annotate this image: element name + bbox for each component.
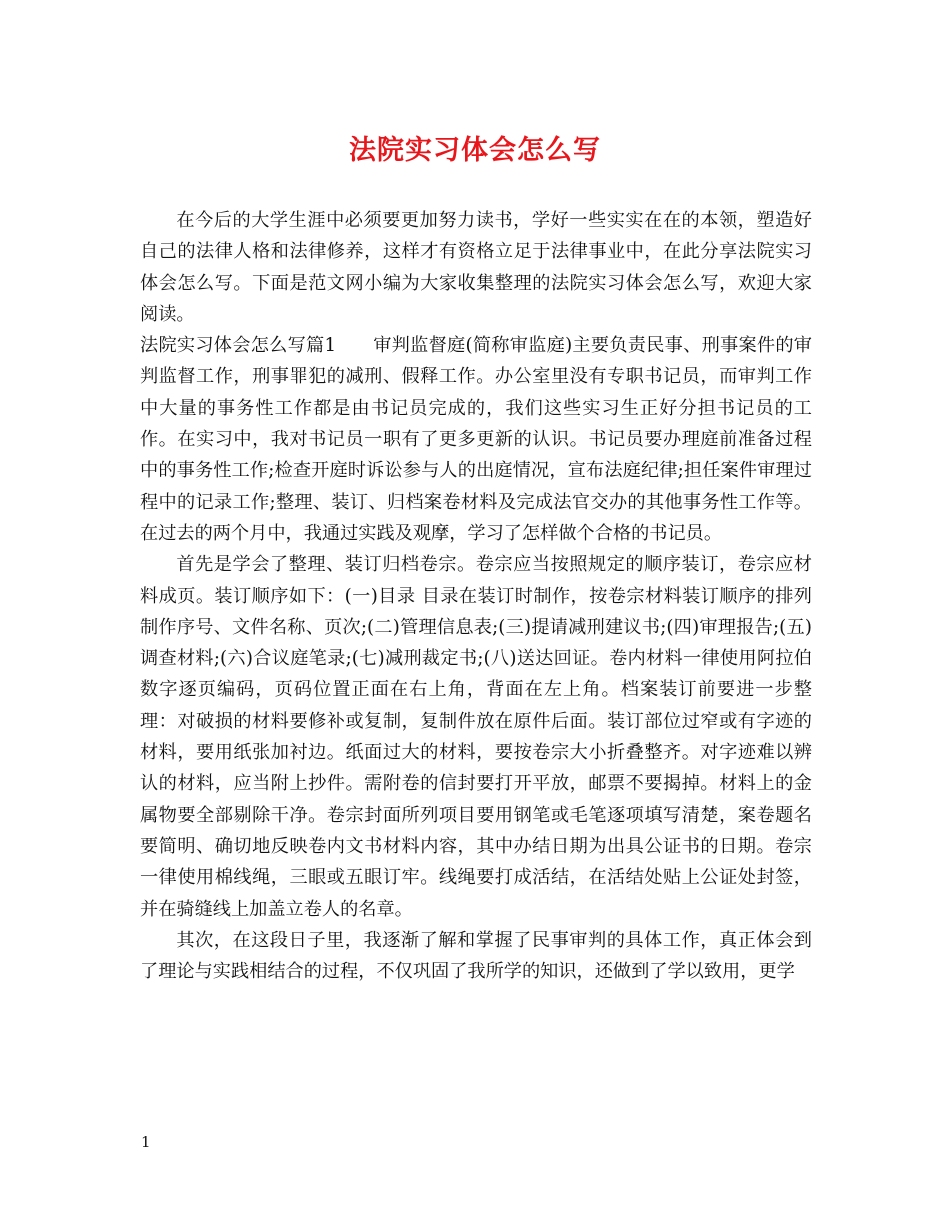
intro-paragraph: 在今后的大学生涯中必须要更加努力读书，学好一些实实在在的本领，塑造好自己的法律人格和法律修养，这样才有资格立足于法律事业中，在此分享法院实习体会怎么写。下面是范文网小编为大家收集整理的法院实习体会怎么写，欢迎大家阅读。 xyxy=(140,210,812,325)
page-number: 1 xyxy=(141,1133,151,1151)
second-point-paragraph: 其次，在这段日子里，我逐渐了解和掌握了民事审判的具体工作，真正体会到了理论与实践相结合的过程，不仅巩固了我所学的知识，还做到了学以致用，更学 xyxy=(140,929,812,983)
document-title: 法院实习体会怎么写 xyxy=(349,135,601,166)
chapter-1-paragraph: 法院实习体会怎么写篇1 审判监督庭(简称审监庭)主要负责民事、刑事案件的审判监督工作，刑事罪犯的减刑、假释工作。办公室里没有专职书记员，而审判工作中大量的事务性工作都是由书记员完成的，我们这些实习生正好分担书记员的工作。在实习中，我对书记员一职有了更多更新的认识。书记员要办理庭前准备过程中的事务性工作;检查开庭时诉讼参与人的出庭情况，宣布法庭纪律;担任案件审理过程中的记录工作;整理、装订、归档案卷材料及完成法官交办的其他事务性工作等。在过去的两个月中，我通过实践及观摩，学习了怎样做个合格的书记员。 xyxy=(140,335,812,544)
first-point-paragraph: 首先是学会了整理、装订归档卷宗。卷宗应当按照规定的顺序装订，卷宗应材料成页。装订顺序如下：(一)目录 目录在装订时制作，按卷宗材料装订顺序的排列制作序号、文件名称、页次;(二)管理信息表;(三)提请减刑建议书;(四)审理报告;(五)调查材料;(六)合议庭笔录;(七)减刑裁定书;(八)送达回证。卷内材料一律使用阿拉伯数字逐页编码，页码位置正面在右上角，背面在左上角。档案装订前要进一步整理：对破损的材料要修补或复制，复制件放在原件后面。装订部位过窄或有字迹的材料，要用纸张加衬边。纸面过大的材料，要按卷宗大小折叠整齐。对字迹难以辨认的材料，应当附上抄件。需附卷的信封要打开平放，邮票不要揭掉。材料上的金属物要全部剔除干净。卷宗封面所列项目要用钢笔或毛笔逐项填写清楚，案卷题名要简明、确切地反映卷内文书材料内容，其中办结日期为出具公证书的日期。卷宗一律使用棉线绳，三眼或五眼订牢。线绳要打成活结，在活结处贴上公证处封签，并在骑缝线上加盖立卷人的名章。 xyxy=(140,554,812,920)
document-body xyxy=(140,205,812,987)
